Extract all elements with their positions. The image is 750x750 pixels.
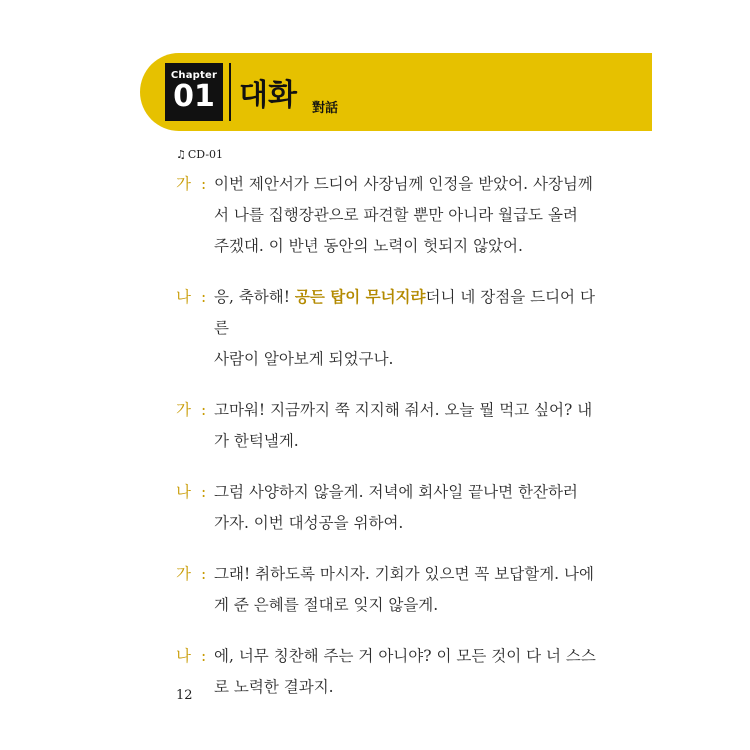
text-line: 서 나를 집행장관으로 파견할 뿐만 아니라 월급도 올려 [214,206,578,224]
speaker-separator: : [201,647,207,665]
text-line: 사람이 알아보게 되었구나. [214,350,394,368]
speaker-separator: : [201,288,207,306]
text-line: 게 준 은혜를 절대로 잊지 않을게. [214,596,439,614]
chapter-word: Chapter [170,70,218,81]
dialogue [176,169,596,723]
page-number: 12 [176,688,193,703]
speaker: 나 [176,647,191,665]
page-title: 대화 [239,78,297,113]
text-segment: 응, 축하해! [214,288,295,306]
speaker: 가 [176,401,191,419]
text-segment: 더니 네 장점을 드디어 다른 [214,288,595,337]
dialogue-text [214,282,596,375]
speaker: 가 [176,565,191,583]
text-line [214,282,596,344]
speaker-separator: : [201,175,207,193]
speaker-separator: : [201,565,207,583]
dialogue-line [176,395,596,457]
speaker: 나 [176,483,191,501]
dialogue-line [176,169,596,262]
text-line: 가자. 이번 대성공을 위하여. [214,514,404,532]
text-line: 주겠대. 이 반년 동안의 노력이 헛되지 않았어. [214,237,523,255]
cd-track-label [176,148,223,161]
text-line: 에, 너무 칭찬해 주는 거 아니야? 이 모든 것이 다 너 스스 [214,647,596,665]
chapter-badge [165,63,223,121]
text-line: 로 노력한 결과지. [214,678,334,696]
page-title-hanja: 對話 [312,101,339,116]
dialogue-text [214,169,596,262]
dialogue-text [214,641,596,703]
speaker: 가 [176,175,191,193]
speaker: 나 [176,288,191,306]
dialogue-text [214,477,596,539]
speaker-separator: : [201,483,207,501]
banner-divider [229,63,231,121]
cd-track-text: CD-01 [187,148,224,161]
dialogue-text [214,395,596,457]
speaker-separator: : [201,401,207,419]
chapter-number: 01 [173,79,215,114]
highlighted-proverb: 공든 탑이 무너지랴 [294,288,426,306]
dialogue-text [214,559,596,621]
text-line: 그럼 사양하지 않을게. 저녁에 회사일 끝나면 한잔하러 [214,483,578,501]
text-line: 가 한턱낼게. [214,432,299,450]
text-line: 이번 제안서가 드디어 사장님께 인정을 받았어. 사장님께 [214,175,593,193]
music-note-icon: ♫ [176,148,186,161]
dialogue-line [176,559,596,621]
dialogue-line [176,282,596,375]
text-line: 그래! 취하도록 마시자. 기회가 있으면 꼭 보답할게. 나에 [214,565,594,583]
dialogue-line [176,641,596,703]
text-line: 고마워! 지금까지 쭉 지지해 줘서. 오늘 뭘 먹고 싶어? 내 [214,401,593,419]
dialogue-line [176,477,596,539]
